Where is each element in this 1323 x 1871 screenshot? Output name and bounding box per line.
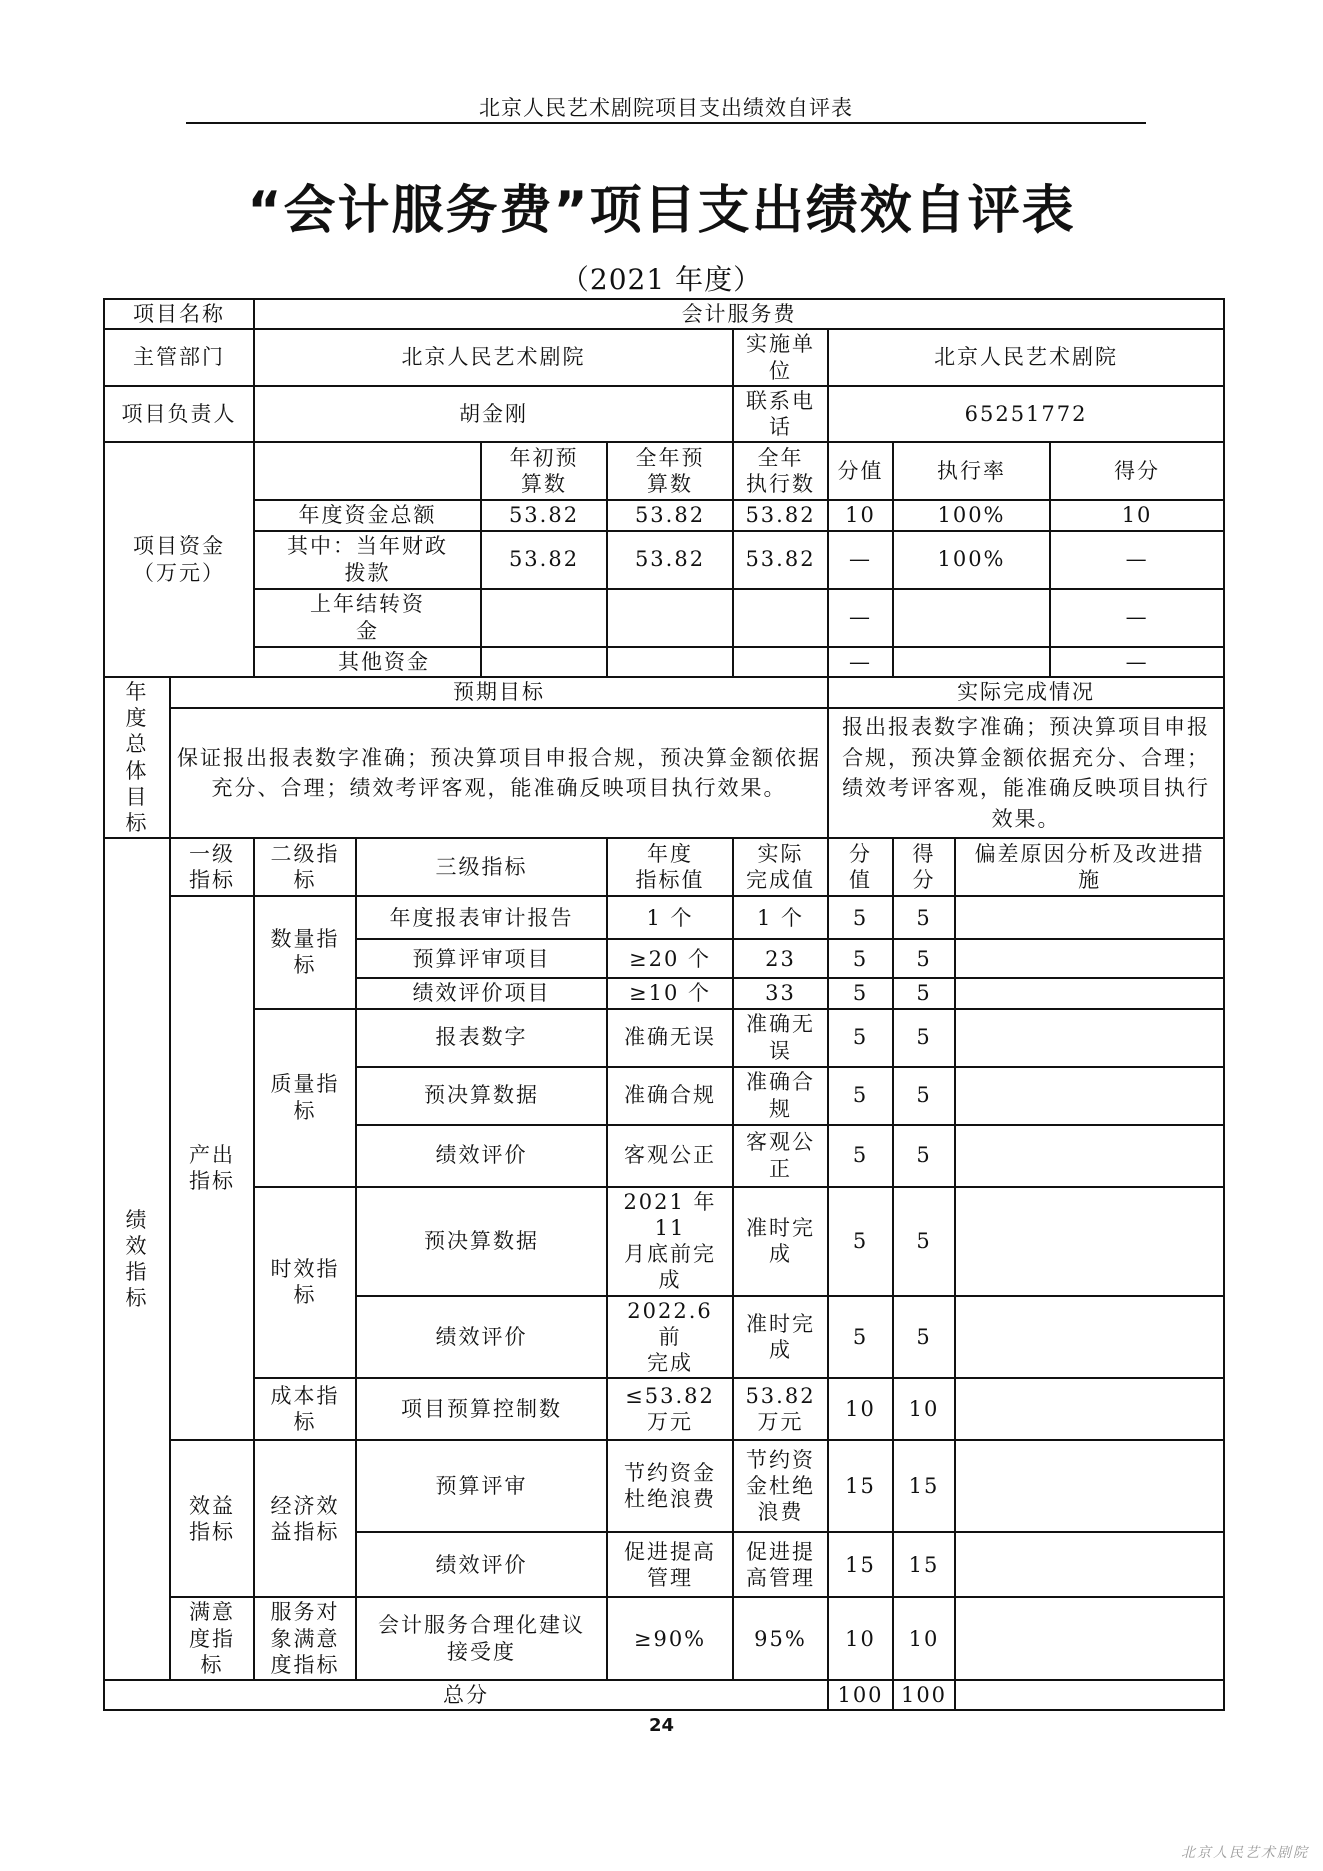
funds-score: — <box>1050 589 1224 647</box>
level1-header: 一级 指标 <box>170 838 254 896</box>
department-value: 北京人民艺术剧院 <box>254 329 733 386</box>
funds-blank-header <box>254 442 481 500</box>
indicator-actual: 促进提 高管理 <box>733 1532 828 1597</box>
total-score: 100 <box>893 1680 955 1710</box>
indicator-scorevalue: 5 <box>828 939 893 978</box>
indicator-scorevalue: 5 <box>828 1067 893 1125</box>
funds-executed <box>733 589 828 647</box>
indicator-actual: 客观公 正 <box>733 1125 828 1187</box>
indicator-deviation <box>955 1125 1224 1187</box>
goals-content-row <box>104 708 1224 838</box>
indicator-actual: 准确无 误 <box>733 1009 828 1067</box>
indicator-actual: 95% <box>733 1597 828 1680</box>
funds-fullyear <box>607 589 733 647</box>
funds-row <box>104 589 1224 647</box>
indicator-scorevalue: 5 <box>828 1125 893 1187</box>
running-header: 北京人民艺术剧院项目支出绩效自评表 <box>479 96 853 120</box>
funds-fullyear-header: 全年预 算数 <box>607 442 733 500</box>
indicator-name: 绩效评价 <box>356 1125 607 1187</box>
indicator-target: 1 个 <box>607 896 733 939</box>
indicator-name: 绩效评价 <box>356 1532 607 1597</box>
indicator-target: ≥90% <box>607 1597 733 1680</box>
funds-executed: 53.82 <box>733 531 828 589</box>
owner-label: 项目负责人 <box>104 386 254 443</box>
indicator-score: 5 <box>893 1125 955 1187</box>
indicator-score: 15 <box>893 1440 955 1532</box>
score-header: 得 分 <box>893 838 955 896</box>
indicators-label-cell <box>104 838 170 1680</box>
actual-completion-text: 报出报表数字准确；预决算项目申报合规，预决算金额依据充分、合理；绩效考评客观，能准确反映项目执行效果。 <box>828 708 1224 838</box>
phone-label: 联系电话 <box>733 386 828 443</box>
indicator-actual: 1 个 <box>733 896 828 939</box>
level2-header: 二级指 标 <box>254 838 356 896</box>
indicator-score: 10 <box>893 1378 955 1440</box>
quantity-subgroup-label: 数量指 标 <box>254 896 356 1008</box>
indicator-deviation <box>955 1187 1224 1296</box>
indicator-scorevalue: 5 <box>828 1296 893 1379</box>
funds-row-label: 上年结转资 金 <box>254 589 481 647</box>
owner-row <box>104 386 1224 443</box>
service-subgroup-label: 服务对 象满意 度指标 <box>254 1597 356 1680</box>
funds-label: 项目资金 （万元） <box>104 442 254 677</box>
actual-completion-header: 实际完成情况 <box>828 677 1224 708</box>
indicator-deviation <box>955 1067 1224 1125</box>
timeliness-subgroup-label: 时效指 标 <box>254 1187 356 1379</box>
implementing-unit-value: 北京人民艺术剧院 <box>828 329 1224 386</box>
funds-execrate <box>893 589 1050 647</box>
funds-initial <box>481 589 607 647</box>
funds-score: — <box>1050 531 1224 589</box>
funds-initial: 53.82 <box>481 500 607 530</box>
indicator-name: 预决算数据 <box>356 1067 607 1125</box>
indicator-name: 项目预算控制数 <box>356 1378 607 1440</box>
total-scorevalue: 100 <box>828 1680 893 1710</box>
total-blank <box>955 1680 1224 1710</box>
funds-score-header: 得分 <box>1050 442 1224 500</box>
indicator-score: 5 <box>893 1067 955 1125</box>
indicator-name: 预算评审 <box>356 1440 607 1532</box>
funds-row-label: 其中：当年财政 拨款 <box>254 531 481 589</box>
indicator-score: 5 <box>893 1187 955 1296</box>
cost-subgroup-label: 成本指 标 <box>254 1378 356 1440</box>
indicator-score: 5 <box>893 1009 955 1067</box>
actual-header: 实际 完成值 <box>733 838 828 896</box>
target-header: 年度 指标值 <box>607 838 733 896</box>
funds-row <box>104 647 1224 677</box>
funds-fullyear: 53.82 <box>607 500 733 530</box>
indicator-name: 预决算数据 <box>356 1187 607 1296</box>
indicator-name: 会计服务合理化建议 接受度 <box>356 1597 607 1680</box>
indicator-name: 预算评审项目 <box>356 939 607 978</box>
indicator-name: 绩效评价 <box>356 1296 607 1379</box>
indicator-deviation <box>955 939 1224 978</box>
funds-fullyear: 53.82 <box>607 531 733 589</box>
indicator-target: 准确合规 <box>607 1067 733 1125</box>
header-divider <box>186 122 1146 124</box>
indicator-deviation <box>955 1440 1224 1532</box>
goals-header-row <box>104 677 1224 708</box>
funds-initial: 53.82 <box>481 531 607 589</box>
indicator-deviation <box>955 978 1224 1008</box>
indicator-score: 10 <box>893 1597 955 1680</box>
indicator-name: 绩效评价项目 <box>356 978 607 1008</box>
indicator-row <box>104 1440 1224 1532</box>
indicator-row <box>104 1597 1224 1680</box>
indicator-name: 年度报表审计报告 <box>356 896 607 939</box>
goals-label-cell <box>104 677 170 839</box>
funds-scorevalue: 10 <box>828 500 893 530</box>
indicator-row <box>104 896 1224 939</box>
document-year: （2021 年度） <box>560 263 763 296</box>
funds-scorevalue-header: 分值 <box>828 442 893 500</box>
funds-row-label: 其他资金 <box>254 647 481 677</box>
funds-header-row <box>104 442 1224 500</box>
satisfaction-group-label: 满意 度指 标 <box>170 1597 254 1680</box>
project-name-row <box>104 299 1224 329</box>
indicator-score: 15 <box>893 1532 955 1597</box>
indicator-actual: 准确合 规 <box>733 1067 828 1125</box>
indicator-scorevalue: 15 <box>828 1532 893 1597</box>
indicator-scorevalue: 10 <box>828 1597 893 1680</box>
indicator-target: 节约资金 杜绝浪费 <box>607 1440 733 1532</box>
indicator-actual: 53.82 万元 <box>733 1378 828 1440</box>
indicator-row <box>104 1187 1224 1296</box>
indicator-actual: 33 <box>733 978 828 1008</box>
indicator-score: 5 <box>893 939 955 978</box>
goals-label: 年度总体目标 <box>125 679 149 835</box>
funds-execrate <box>893 647 1050 677</box>
watermark: 北京人民艺术剧院 <box>1181 1845 1309 1861</box>
benefit-group-label: 效益 指标 <box>170 1440 254 1597</box>
owner-value: 胡金刚 <box>254 386 733 443</box>
funds-execrate-header: 执行率 <box>893 442 1050 500</box>
indicator-scorevalue: 5 <box>828 978 893 1008</box>
indicator-target: 促进提高 管理 <box>607 1532 733 1597</box>
funds-scorevalue: — <box>828 589 893 647</box>
indicator-target: ≥10 个 <box>607 978 733 1008</box>
indicator-deviation <box>955 896 1224 939</box>
indicator-scorevalue: 15 <box>828 1440 893 1532</box>
funds-row <box>104 500 1224 530</box>
funds-score: — <box>1050 647 1224 677</box>
indicator-scorevalue: 5 <box>828 896 893 939</box>
indicator-name: 报表数字 <box>356 1009 607 1067</box>
funds-row-label: 年度资金总额 <box>254 500 481 530</box>
indicator-target: 2022.6 前 完成 <box>607 1296 733 1379</box>
indicator-scorevalue: 5 <box>828 1009 893 1067</box>
funds-execrate: 100% <box>893 500 1050 530</box>
indicator-target: ≥20 个 <box>607 939 733 978</box>
total-row <box>104 1680 1224 1710</box>
indicator-deviation <box>955 1296 1224 1379</box>
funds-executed-header: 全年 执行数 <box>733 442 828 500</box>
indicator-scorevalue: 5 <box>828 1187 893 1296</box>
page-number: 24 <box>648 1715 675 1736</box>
funds-row <box>104 531 1224 589</box>
indicator-actual: 23 <box>733 939 828 978</box>
department-label: 主管部门 <box>104 329 254 386</box>
level3-header: 三级指标 <box>356 838 607 896</box>
funds-initial-header: 年初预 算数 <box>481 442 607 500</box>
funds-executed <box>733 647 828 677</box>
quality-subgroup-label: 质量指 标 <box>254 1009 356 1187</box>
implementing-unit-label: 实施单位 <box>733 329 828 386</box>
indicator-row <box>104 1009 1224 1067</box>
indicators-header-row <box>104 838 1224 896</box>
indicator-deviation <box>955 1378 1224 1440</box>
funds-initial <box>481 647 607 677</box>
department-row <box>104 329 1224 386</box>
scorevalue-header: 分 值 <box>828 838 893 896</box>
indicator-deviation <box>955 1532 1224 1597</box>
funds-scorevalue: — <box>828 531 893 589</box>
indicator-target: 客观公正 <box>607 1125 733 1187</box>
economic-subgroup-label: 经济效 益指标 <box>254 1440 356 1597</box>
funds-scorevalue: — <box>828 647 893 677</box>
output-group-label: 产出 指标 <box>170 896 254 1440</box>
indicator-target: 准确无误 <box>607 1009 733 1067</box>
project-name-value: 会计服务费 <box>254 299 1224 329</box>
indicator-row <box>104 1378 1224 1440</box>
indicator-scorevalue: 10 <box>828 1378 893 1440</box>
indicator-actual: 节约资 金杜绝 浪费 <box>733 1440 828 1532</box>
indicator-deviation <box>955 1009 1224 1067</box>
indicator-actual: 准时完 成 <box>733 1187 828 1296</box>
indicator-score: 5 <box>893 978 955 1008</box>
funds-fullyear <box>607 647 733 677</box>
indicator-score: 5 <box>893 896 955 939</box>
total-label: 总分 <box>104 1680 828 1710</box>
phone-value: 65251772 <box>828 386 1224 443</box>
funds-score: 10 <box>1050 500 1224 530</box>
funds-executed: 53.82 <box>733 500 828 530</box>
indicator-score: 5 <box>893 1296 955 1379</box>
funds-execrate: 100% <box>893 531 1050 589</box>
indicator-target: 2021 年 11 月底前完 成 <box>607 1187 733 1296</box>
deviation-header: 偏差原因分析及改进措 施 <box>955 838 1224 896</box>
self-evaluation-table <box>103 298 1225 1711</box>
indicator-actual: 准时完 成 <box>733 1296 828 1379</box>
indicator-target: ≤53.82 万元 <box>607 1378 733 1440</box>
project-name-label: 项目名称 <box>104 299 254 329</box>
expected-goal-header: 预期目标 <box>170 677 828 708</box>
expected-goal-text: 保证报出报表数字准确；预决算项目申报合规，预决算金额依据充分、合理；绩效考评客观，能准确反映项目执行效果。 <box>170 708 828 838</box>
indicator-deviation <box>955 1597 1224 1680</box>
document-title: “会计服务费”项目支出绩效自评表 <box>247 181 1076 241</box>
indicators-label: 绩效指标 <box>125 1207 149 1311</box>
